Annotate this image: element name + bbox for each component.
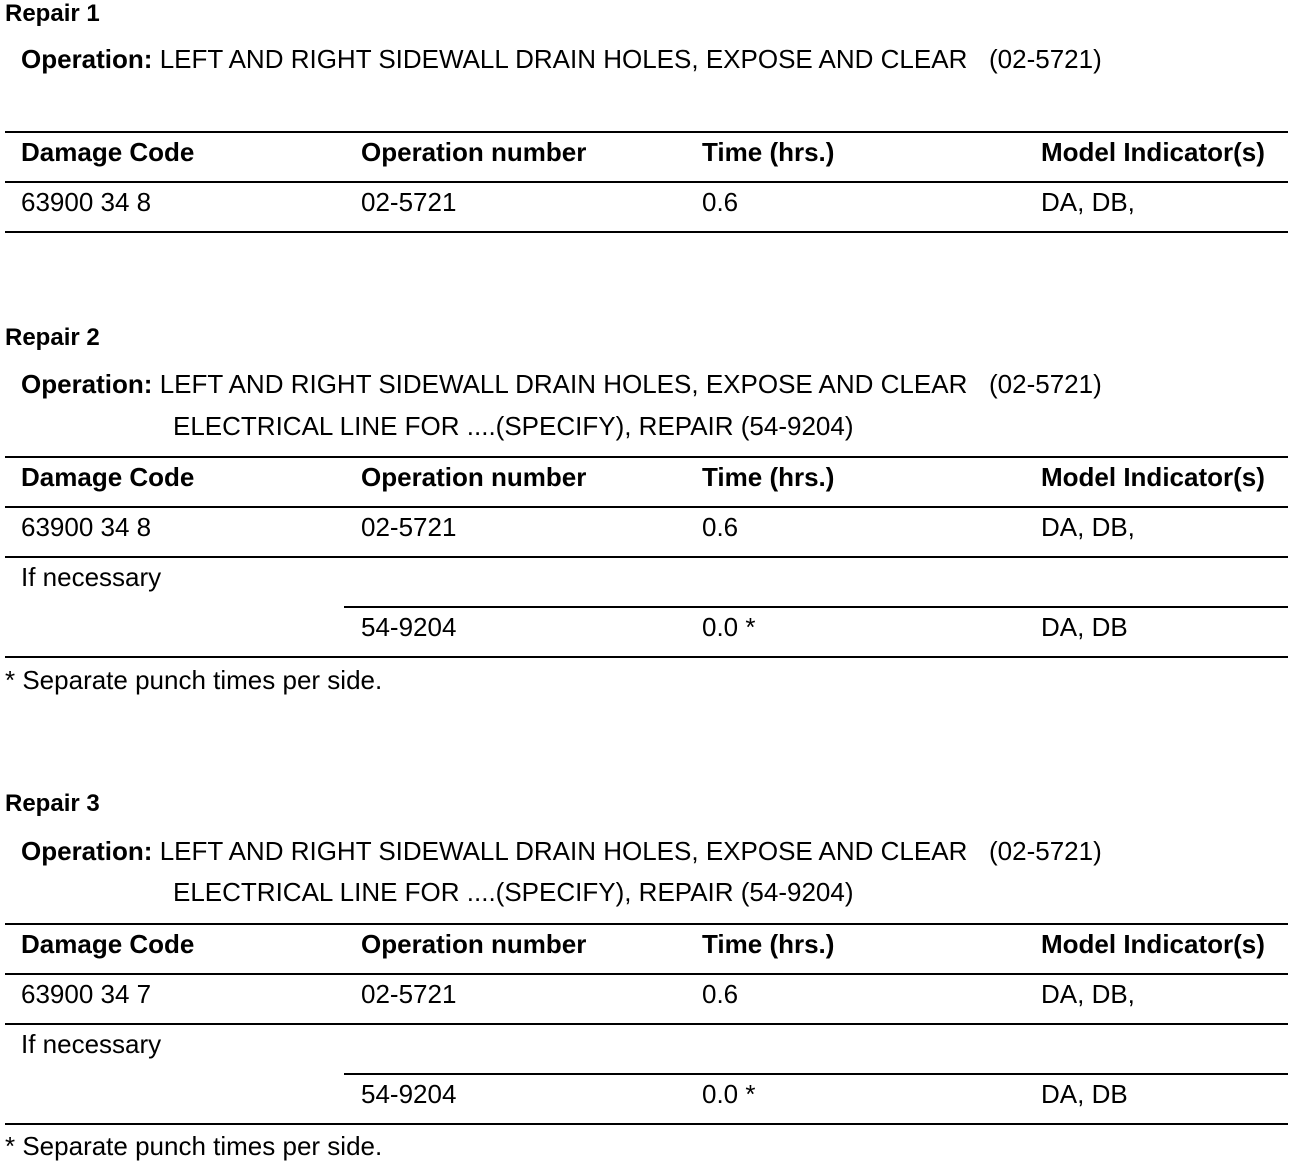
table-rule [5, 1023, 1288, 1025]
operation-text-line-2: ELECTRICAL LINE FOR ....(SPECIFY), REPAIR (54-9204) [173, 411, 854, 441]
repair-3-operation [21, 836, 1102, 867]
cell-time: 0.6 [702, 187, 739, 217]
header-damage-code: Damage Code [21, 137, 195, 167]
repair-1-operation [21, 44, 1102, 75]
header-damage-code: Damage Code [21, 462, 195, 492]
footnote: * Separate punch times per side. [5, 665, 383, 695]
cell-operation-number: 54-9204 [361, 1079, 457, 1109]
operation-label: Operation: [21, 369, 153, 399]
header-operation-number: Operation number [361, 462, 587, 492]
cell-operation-number: 02-5721 [361, 187, 457, 217]
cell-time: 0.0 * [702, 1079, 756, 1109]
operation-text: LEFT AND RIGHT SIDEWALL DRAIN HOLES, EXPOSE AND CLEAR (02-5721) [159, 369, 1102, 399]
cell-operation-number: 54-9204 [361, 612, 457, 642]
repair-2-operation [21, 369, 1102, 400]
table-rule [5, 131, 1288, 133]
repair-3-title: Repair 3 [5, 790, 100, 817]
cell-time: 0.0 * [702, 612, 756, 642]
cell-model: DA, DB [1041, 1079, 1128, 1109]
table-rule-partial [344, 1073, 1288, 1075]
operation-text-line-2: ELECTRICAL LINE FOR ....(SPECIFY), REPAIR (54-9204) [173, 877, 854, 907]
operation-text: LEFT AND RIGHT SIDEWALL DRAIN HOLES, EXPOSE AND CLEAR (02-5721) [159, 44, 1102, 74]
cell-damage-code: 63900 34 8 [21, 187, 152, 217]
cell-time: 0.6 [702, 979, 739, 1009]
cell-model: DA, DB [1041, 612, 1128, 642]
repair-2-title: Repair 2 [5, 324, 100, 351]
operation-text: LEFT AND RIGHT SIDEWALL DRAIN HOLES, EXPOSE AND CLEAR (02-5721) [159, 836, 1102, 866]
table-rule [5, 656, 1288, 658]
cell-model: DA, DB, [1041, 979, 1135, 1009]
if-necessary-label: If necessary [21, 562, 162, 592]
header-operation-number: Operation number [361, 137, 587, 167]
header-time: Time (hrs.) [702, 462, 835, 492]
if-necessary-label: If necessary [21, 1029, 162, 1059]
header-operation-number: Operation number [361, 929, 587, 959]
header-time: Time (hrs.) [702, 137, 835, 167]
header-time: Time (hrs.) [702, 929, 835, 959]
cell-model: DA, DB, [1041, 187, 1135, 217]
table-rule [5, 456, 1288, 458]
header-damage-code: Damage Code [21, 929, 195, 959]
table-rule [5, 923, 1288, 925]
cell-operation-number: 02-5721 [361, 979, 457, 1009]
operation-label: Operation: [21, 44, 153, 74]
header-model: Model Indicator(s) [1041, 929, 1265, 959]
cell-damage-code: 63900 34 8 [21, 512, 152, 542]
repair-1-title: Repair 1 [5, 0, 100, 27]
table-rule [5, 231, 1288, 233]
cell-time: 0.6 [702, 512, 739, 542]
table-rule [5, 1123, 1288, 1125]
table-rule-partial [344, 606, 1288, 608]
header-model: Model Indicator(s) [1041, 137, 1265, 167]
footnote: * Separate punch times per side. [5, 1131, 383, 1161]
table-rule [5, 506, 1288, 508]
table-rule [5, 181, 1288, 183]
operation-label: Operation: [21, 836, 153, 866]
cell-operation-number: 02-5721 [361, 512, 457, 542]
table-rule [5, 556, 1288, 558]
cell-damage-code: 63900 34 7 [21, 979, 152, 1009]
header-model: Model Indicator(s) [1041, 462, 1265, 492]
cell-model: DA, DB, [1041, 512, 1135, 542]
table-rule [5, 973, 1288, 975]
